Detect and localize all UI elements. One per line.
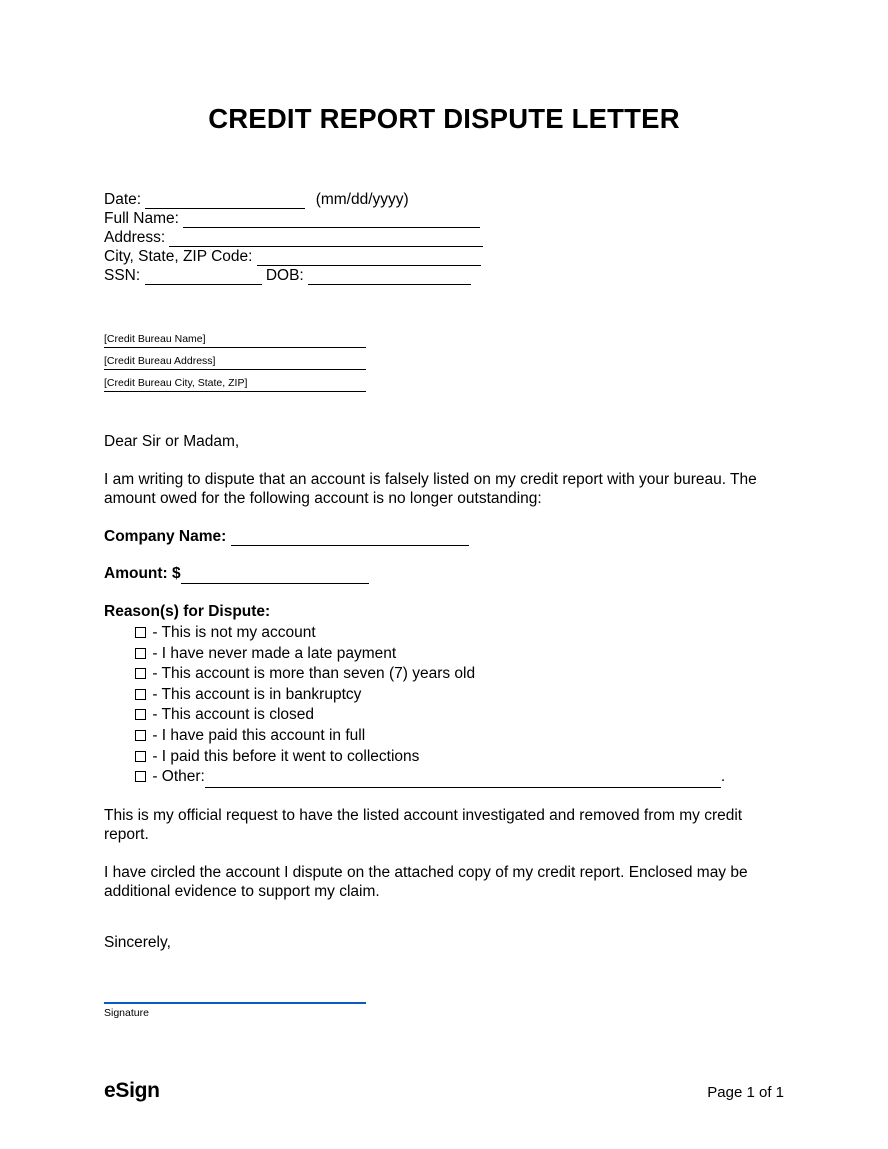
intro-paragraph: I am writing to dispute that an account is falsely listed on my credit report with your bureau. The amount owed for the following account is no longer outstanding:: [104, 470, 757, 507]
signature-block: [104, 934, 504, 1019]
checkbox-icon[interactable]: [135, 771, 146, 782]
sender-info-fields: [104, 190, 804, 285]
checkbox-icon[interactable]: [135, 730, 146, 741]
reasons-heading: Reason(s) for Dispute:: [104, 602, 271, 620]
reason-item-paid-in-full[interactable]: [135, 726, 784, 747]
full-name-label: Full Name:: [104, 210, 179, 227]
reason-dash: -: [152, 747, 158, 765]
reason-label: I have paid this account in full: [161, 726, 366, 744]
ssn-input[interactable]: [145, 269, 262, 285]
page-footer: [104, 1079, 784, 1103]
field-row-amount: [104, 564, 784, 584]
reason-item-in-bankruptcy[interactable]: [135, 685, 784, 706]
address-label: Address:: [104, 229, 166, 246]
reason-label: I have never made a late payment: [161, 644, 397, 662]
reason-dash: -: [152, 685, 158, 703]
reason-label: This account is more than seven (7) years old: [161, 665, 476, 683]
checkbox-icon[interactable]: [135, 751, 146, 762]
checkbox-icon[interactable]: [135, 689, 146, 700]
signature-caption: Signature: [104, 1007, 149, 1019]
reason-item-account-closed[interactable]: [135, 705, 784, 726]
checkbox-icon[interactable]: [135, 648, 146, 659]
other-period: .: [720, 768, 726, 786]
address-input[interactable]: [169, 231, 483, 247]
reason-dash: -: [152, 706, 158, 724]
reason-label: This account is closed: [161, 706, 315, 724]
ssn-label: SSN:: [104, 267, 141, 284]
other-input[interactable]: [205, 773, 721, 788]
reason-dash: -: [152, 768, 158, 786]
full-name-input[interactable]: [183, 212, 480, 228]
date-label: Date:: [104, 191, 142, 208]
checkbox-icon[interactable]: [135, 627, 146, 638]
other-label: Other:: [161, 768, 205, 786]
reason-label: This is not my account: [161, 624, 316, 641]
reason-item-never-late-payment[interactable]: [135, 644, 784, 665]
date-format-hint: (mm/dd/yyyy): [315, 191, 409, 208]
date-input[interactable]: [145, 193, 305, 209]
reason-dash: -: [152, 726, 158, 744]
reason-item-other[interactable]: [135, 767, 784, 788]
amount-label: Amount: $: [104, 565, 181, 582]
amount-input[interactable]: [181, 568, 369, 584]
reason-item-not-my-account[interactable]: [135, 623, 784, 644]
page-number: Page 1 of 1: [707, 1084, 784, 1101]
reasons-list: [104, 623, 784, 788]
checkbox-icon[interactable]: [135, 668, 146, 679]
signature-line[interactable]: [104, 1002, 366, 1004]
field-row-ssn-dob: [104, 266, 804, 285]
closing-salutation: Sincerely,: [104, 934, 171, 951]
dob-input[interactable]: [308, 269, 471, 285]
reason-item-paid-before-collections[interactable]: [135, 747, 784, 768]
salutation: Dear Sir or Madam,: [104, 433, 240, 450]
company-name-label: Company Name:: [104, 527, 227, 545]
company-name-input[interactable]: [231, 530, 469, 546]
letter-body: [104, 432, 784, 920]
bureau-address-field[interactable]: [Credit Bureau Address]: [104, 355, 366, 370]
request-paragraph: This is my official request to have the listed account investigated and removed from my credit report.: [104, 806, 743, 844]
bureau-city-state-zip-field[interactable]: [Credit Bureau City, State, ZIP]: [104, 377, 366, 392]
field-row-date: [104, 190, 804, 209]
field-row-company-name: [104, 527, 784, 547]
recipient-address-block: [104, 333, 404, 399]
checkbox-icon[interactable]: [135, 709, 146, 720]
dob-label: DOB:: [265, 267, 304, 284]
city-state-zip-label: City, State, ZIP Code:: [104, 248, 253, 265]
city-state-zip-input[interactable]: [257, 250, 481, 266]
field-row-city-state-zip: [104, 247, 804, 266]
bureau-name-field[interactable]: [Credit Bureau Name]: [104, 333, 366, 348]
reason-dash: -: [152, 665, 158, 683]
reason-label: This account is in bankruptcy: [161, 685, 362, 703]
evidence-paragraph: I have circled the account I dispute on the attached copy of my credit report. Enclosed may be additional evidence to support my claim.: [104, 863, 748, 901]
reason-item-more-than-seven-years[interactable]: [135, 664, 784, 685]
esign-logo: eSign: [104, 1079, 160, 1102]
reason-label: I paid this before it went to collections: [161, 747, 420, 765]
reason-dash: -: [152, 624, 158, 641]
field-row-full-name: [104, 209, 804, 228]
reason-dash: -: [152, 644, 158, 662]
page-title: CREDIT REPORT DISPUTE LETTER: [208, 103, 680, 134]
field-row-address: [104, 228, 804, 247]
